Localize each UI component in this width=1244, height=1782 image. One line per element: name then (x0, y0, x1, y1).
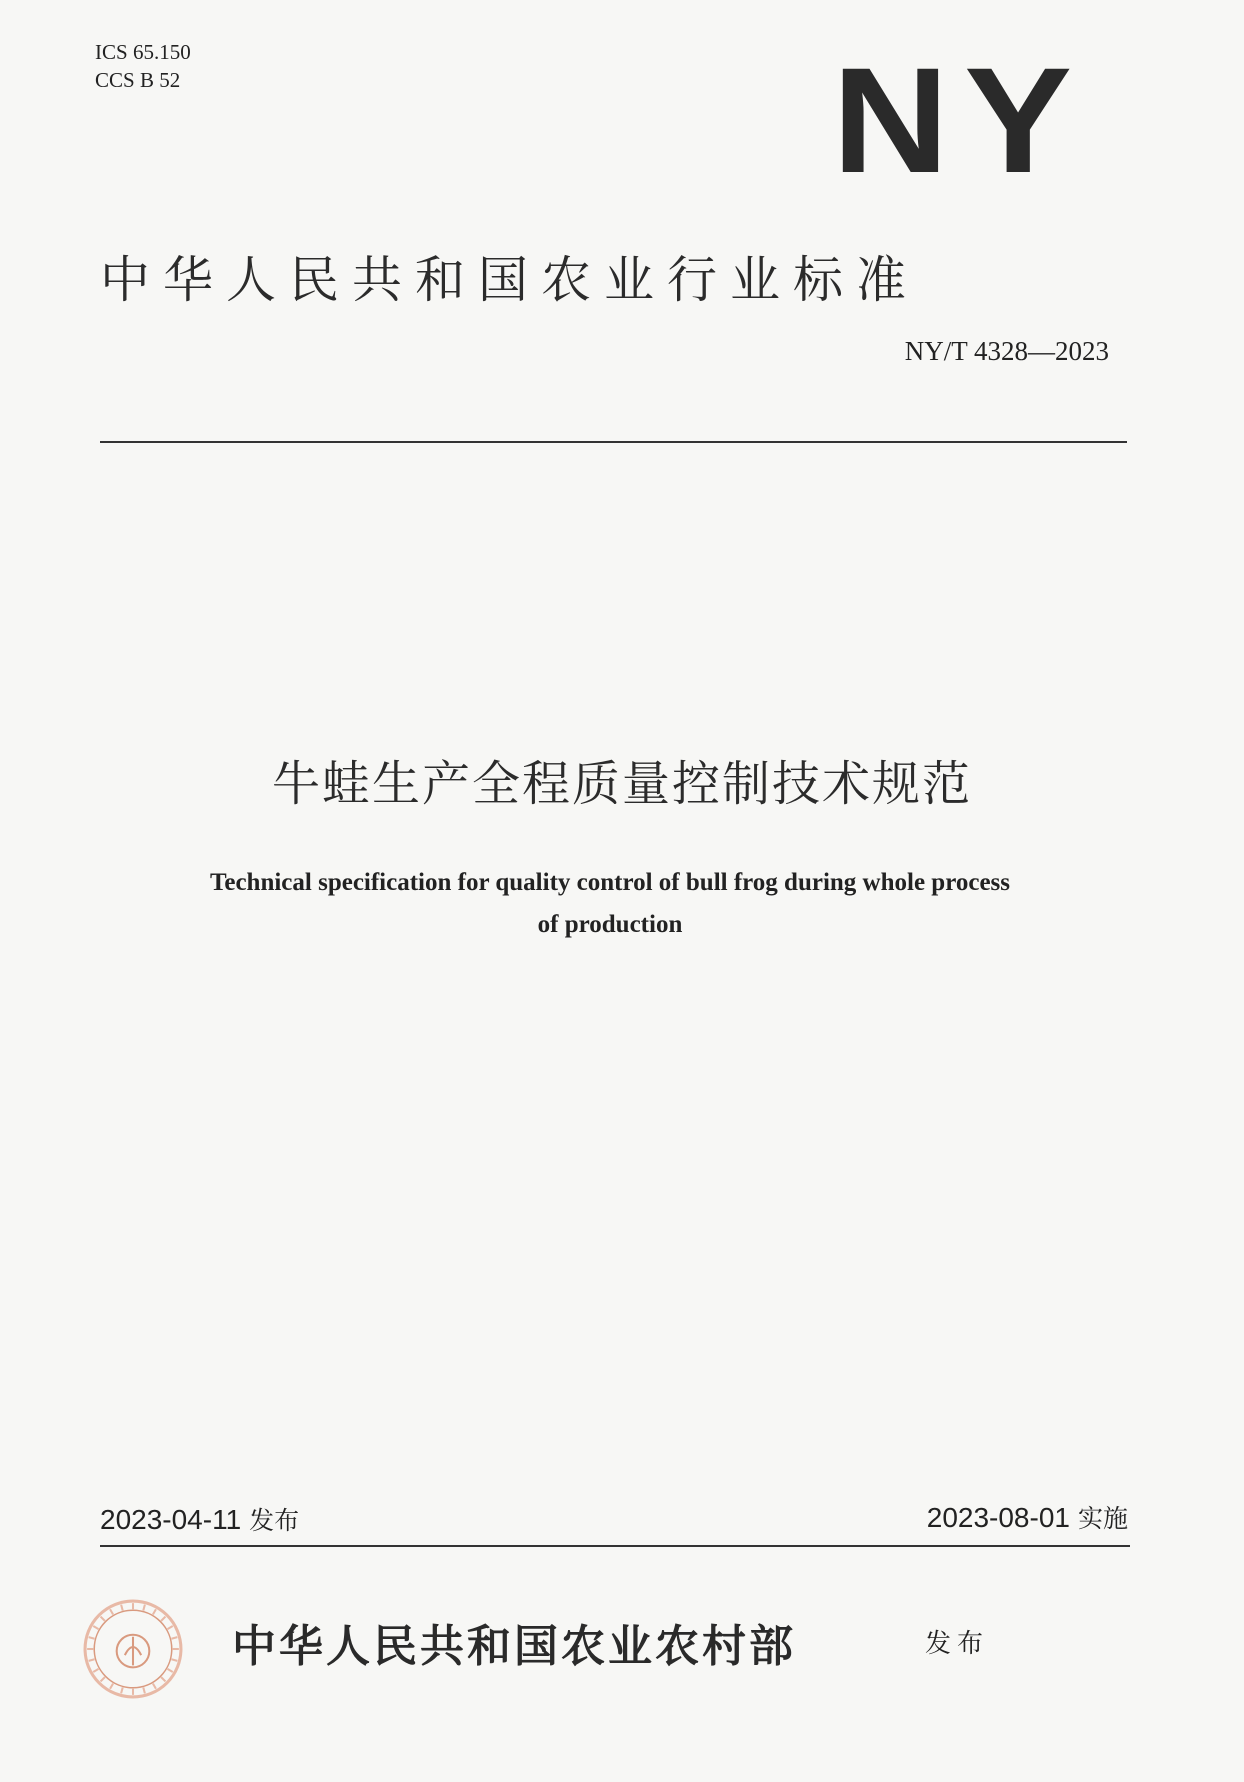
ccs-code (95, 66, 191, 94)
standard-code: NY/T 4328—2023 (904, 336, 1109, 366)
ministry-seal-icon (82, 1598, 184, 1700)
ccs-value: B 52 (139, 68, 181, 92)
implementation-label: 实施 (1077, 1504, 1128, 1533)
top-divider (100, 441, 1127, 443)
implementation-date (927, 1499, 1128, 1535)
ics-label: ICS (95, 40, 128, 64)
document-title-en-line2: of production (537, 911, 683, 938)
bottom-divider (100, 1545, 1130, 1547)
ics-code (95, 38, 191, 66)
ny-logo: NY (832, 36, 1088, 204)
implementation-date-value: 2023-08-01 (926, 1502, 1070, 1533)
ics-value: 65.150 (132, 40, 191, 64)
issue-date (100, 1501, 299, 1537)
document-title-en (110, 862, 1110, 946)
document-title-en-line1: Technical specification for quality control of bull frog during whole process (209, 869, 1011, 896)
issue-label: 发布 (249, 1506, 300, 1535)
ccs-label: CCS (95, 68, 135, 92)
document-title-cn: 牛蛙生产全程质量控制技术规范 (271, 756, 972, 812)
publisher-suffix: 发布 (925, 1629, 990, 1659)
standard-title: 中华人民共和国农业行业标准 (100, 251, 919, 309)
classification-codes (95, 38, 191, 94)
publisher-name: 中华人民共和国农业农村部 (232, 1621, 796, 1672)
issue-date-value: 2023-04-11 (100, 1504, 242, 1535)
